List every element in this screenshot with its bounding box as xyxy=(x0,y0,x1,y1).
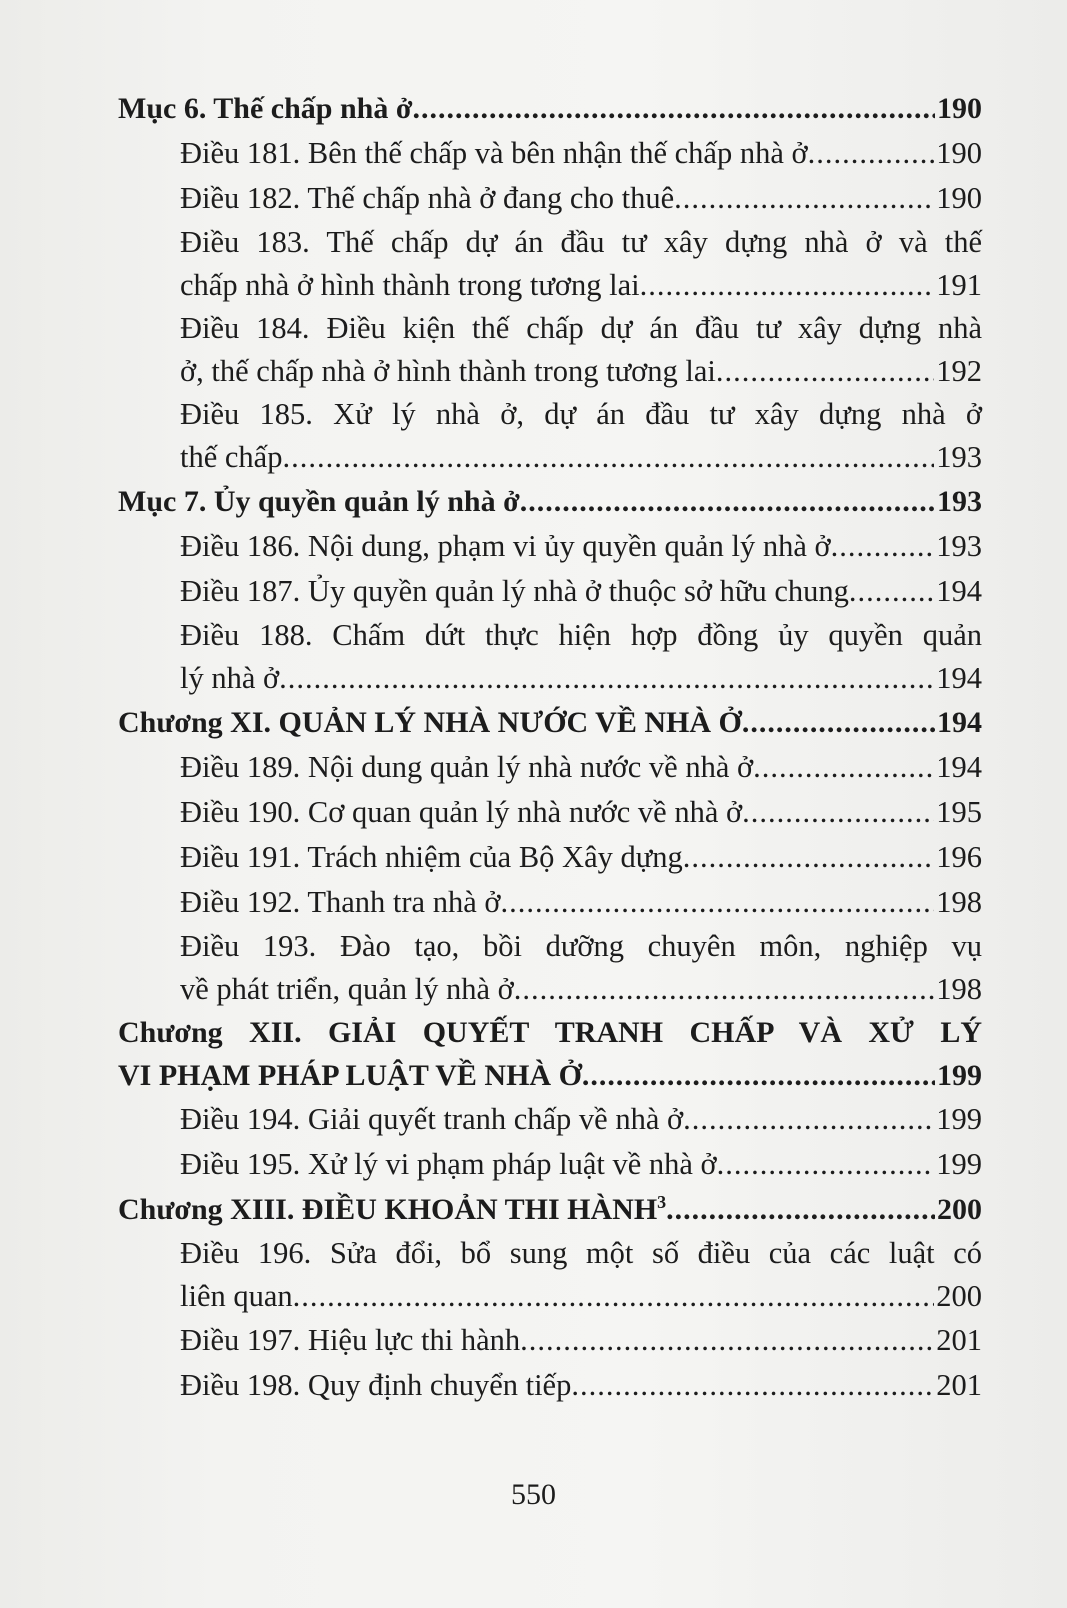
entry-page-number: 190 xyxy=(937,92,982,125)
toc-article-entry xyxy=(118,221,982,307)
entry-page-number: 194 xyxy=(936,750,982,784)
entry-page-number: 196 xyxy=(936,840,982,874)
entry-title: Điều 189. Nội dung quản lý nhà nước về nhà ở xyxy=(180,750,754,784)
page-number: 550 xyxy=(511,1478,556,1511)
toc-section-entry xyxy=(118,1187,982,1232)
dot-leader xyxy=(666,1187,935,1232)
entry-page-number: 191 xyxy=(936,268,982,302)
toc-article-entry xyxy=(118,1097,982,1142)
entry-title: Mục 6. Thế chấp nhà ở xyxy=(118,92,413,125)
entry-page-number: 199 xyxy=(937,1059,982,1092)
dot-leader xyxy=(716,350,934,393)
dot-leader xyxy=(831,524,935,569)
dot-leader xyxy=(742,790,934,835)
toc-section-entry xyxy=(118,1011,982,1097)
entry-title: Điều 181. Bên thế chấp và bên nhận thế chấp nhà ở xyxy=(180,136,808,170)
entry-title: Điều 194. Giải quyết tranh chấp về nhà ở xyxy=(180,1102,684,1136)
entry-page-number: 194 xyxy=(937,706,982,739)
entry-page-number: 193 xyxy=(937,485,982,518)
toc-section-entry xyxy=(118,479,982,524)
entry-page-number: 198 xyxy=(936,972,982,1006)
toc-article-entry xyxy=(118,880,982,925)
toc-article-entry xyxy=(118,131,982,176)
toc-article-entry xyxy=(118,1318,982,1363)
entry-title: Điều 197. Hiệu lực thi hành xyxy=(180,1323,521,1357)
entry-page-number: 201 xyxy=(936,1323,982,1357)
entry-title: Chương XI. QUẢN LÝ NHÀ NƯỚC VỀ NHÀ Ở xyxy=(118,706,742,739)
dot-leader xyxy=(520,1318,934,1363)
toc-article-entry xyxy=(118,1232,982,1318)
entry-page-number: 199 xyxy=(936,1102,982,1136)
entry-title-line-2: chấp nhà ở hình thành trong tương lai xyxy=(180,268,640,302)
entry-title-line-2: ở, thế chấp nhà ở hình thành trong tương lai xyxy=(180,354,716,388)
dot-leader xyxy=(683,835,934,880)
dot-leader xyxy=(640,264,935,307)
entry-title: Chương XIII. ĐIỀU KHOẢN THI HÀNH xyxy=(118,1193,658,1226)
dot-leader xyxy=(514,968,935,1011)
toc-article-entry xyxy=(118,1363,982,1408)
entry-page-number: 201 xyxy=(936,1368,982,1402)
toc-article-entry xyxy=(118,176,982,221)
entry-page-number: 194 xyxy=(936,574,982,608)
toc-article-entry xyxy=(118,1142,982,1187)
entry-title: Điều 192. Thanh tra nhà ở xyxy=(180,885,501,919)
table-of-contents xyxy=(118,86,982,1408)
dot-leader xyxy=(501,880,935,925)
entry-title: Điều 195. Xử lý vi phạm pháp luật về nhà ở xyxy=(180,1147,717,1181)
entry-page-number: 200 xyxy=(936,1279,982,1313)
toc-article-entry xyxy=(118,790,982,835)
entry-title-line-2: lý nhà ở xyxy=(180,661,280,695)
dot-leader xyxy=(753,745,934,790)
entry-title: Điều 190. Cơ quan quản lý nhà nước về nhà ở xyxy=(180,795,743,829)
dot-leader xyxy=(412,86,935,131)
toc-article-entry xyxy=(118,925,982,1011)
toc-article-entry xyxy=(118,745,982,790)
dot-leader xyxy=(742,700,935,745)
toc-article-entry xyxy=(118,569,982,614)
entry-title-line-2: VI PHẠM PHÁP LUẬT VỀ NHÀ Ở xyxy=(118,1059,582,1092)
entry-page-number: 190 xyxy=(936,181,982,215)
dot-leader xyxy=(717,1142,935,1187)
entry-title: Điều 186. Nội dung, phạm vi ủy quyền quản lý nhà ở xyxy=(180,529,831,563)
toc-article-entry xyxy=(118,307,982,393)
entry-title-line-1: Điều 184. Điều kiện thế chấp dự án đầu tư xây dựng nhà xyxy=(180,311,982,345)
entry-title: Điều 187. Ủy quyền quản lý nhà ở thuộc sở hữu chung xyxy=(180,574,849,608)
toc-article-entry xyxy=(118,393,982,479)
entry-page-number: 200 xyxy=(937,1193,982,1226)
entry-page-number: 193 xyxy=(936,529,982,563)
dot-leader xyxy=(282,436,934,479)
entry-page-number: 192 xyxy=(936,354,982,388)
entry-title-line-1: Điều 185. Xử lý nhà ở, dự án đầu tư xây dựng nhà ở xyxy=(180,397,982,431)
entry-page-number: 194 xyxy=(936,661,982,695)
footnote-marker: 3 xyxy=(657,1192,667,1212)
toc-section-entry xyxy=(118,86,982,131)
entry-title: Mục 7. Ủy quyền quản lý nhà ở xyxy=(118,485,520,518)
dot-leader xyxy=(582,1054,935,1097)
dot-leader xyxy=(279,657,934,700)
dot-leader xyxy=(293,1275,935,1318)
dot-leader xyxy=(849,569,934,614)
entry-title: Điều 198. Quy định chuyển tiếp xyxy=(180,1368,572,1402)
entry-title-line-1: Điều 183. Thế chấp dự án đầu tư xây dựng nhà ở và thế xyxy=(180,225,982,259)
entry-page-number: 190 xyxy=(936,136,982,170)
dot-leader xyxy=(674,176,934,221)
entry-page-number: 198 xyxy=(936,885,982,919)
entry-page-number: 199 xyxy=(936,1147,982,1181)
dot-leader xyxy=(808,131,935,176)
entry-page-number: 193 xyxy=(936,440,982,474)
entry-title-line-1: Điều 188. Chấm dứt thực hiện hợp đồng ủy quyền quản xyxy=(180,618,982,652)
entry-title: Điều 182. Thế chấp nhà ở đang cho thuê xyxy=(180,181,675,215)
toc-article-entry xyxy=(118,614,982,700)
toc-section-entry xyxy=(118,700,982,745)
dot-leader xyxy=(571,1363,934,1408)
entry-title: Điều 191. Trách nhiệm của Bộ Xây dựng xyxy=(180,840,683,874)
entry-page-number: 195 xyxy=(936,795,982,829)
toc-article-entry xyxy=(118,524,982,569)
dot-leader xyxy=(520,479,935,524)
toc-article-entry xyxy=(118,835,982,880)
entry-title-line-1: Chương XII. GIẢI QUYẾT TRANH CHẤP VÀ XỬ LÝ xyxy=(118,1016,982,1049)
entry-title-line-2: thế chấp xyxy=(180,440,283,474)
entry-title-line-1: Điều 196. Sửa đổi, bổ sung một số điều của các luật có xyxy=(180,1236,982,1270)
dot-leader xyxy=(683,1097,934,1142)
entry-title-line-2: về phát triển, quản lý nhà ở xyxy=(180,972,514,1006)
entry-title-line-1: Điều 193. Đào tạo, bồi dưỡng chuyên môn, nghiệp vụ xyxy=(180,929,982,963)
entry-title-line-2: liên quan xyxy=(180,1279,293,1313)
